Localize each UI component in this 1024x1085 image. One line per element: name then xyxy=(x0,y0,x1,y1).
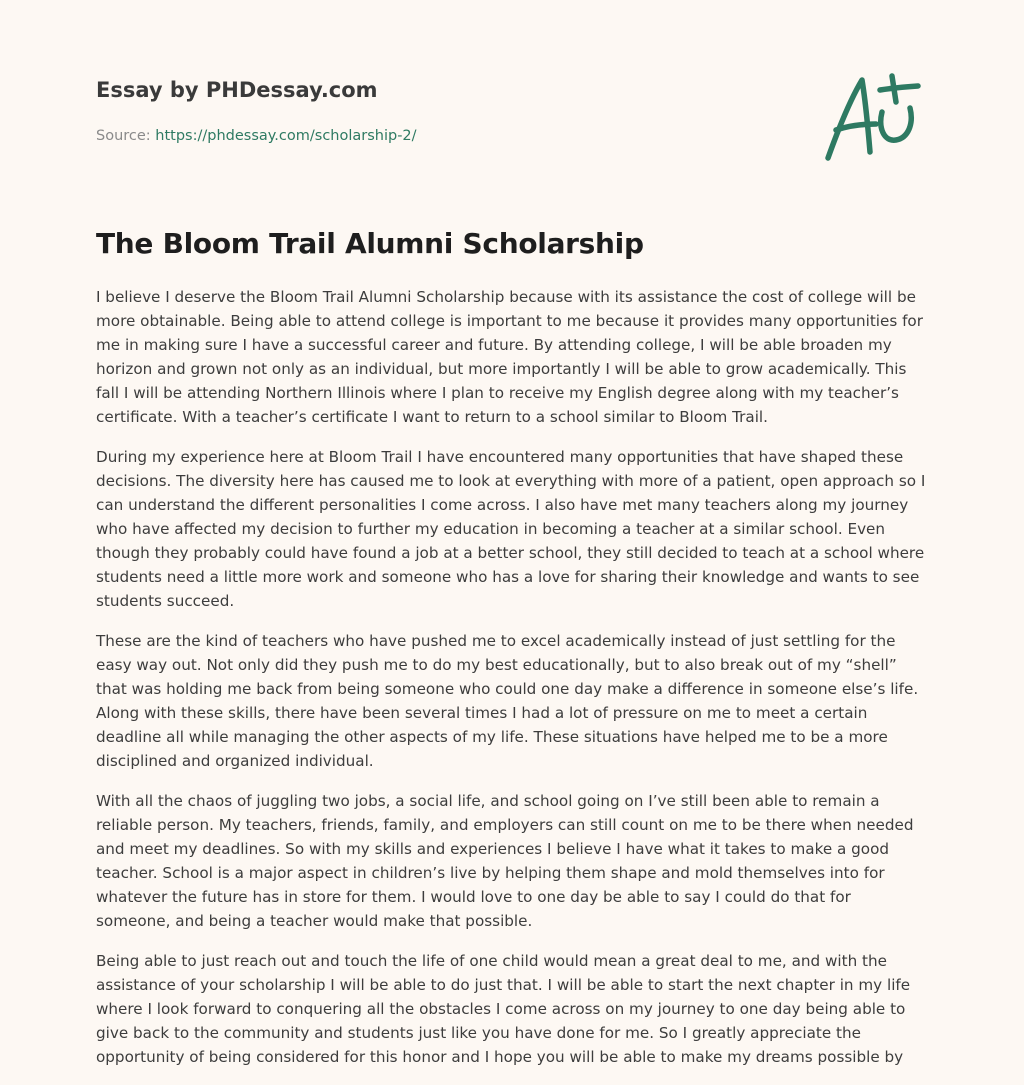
site-title: Essay by PHDessay.com xyxy=(96,78,378,102)
source-line xyxy=(96,126,696,146)
essay-header xyxy=(96,76,696,146)
essay-paragraph: I believe I deserve the Bloom Trail Alumni Scholarship because with its assistance the cost of college will be more obtainable. Being able to attend college is important to me because it provides many opportunities for me in making sure I have a successful career and future. By attending college, I will be able broaden my horizon and grown not only as an individual, but more importantly I will be able to grow academically. This fall I will be attending Northern Illinois where I plan to receive my English degree along with my teacher’s certificate. With a teacher’s certificate I want to return to a school similar to Bloom Trail. xyxy=(96,288,923,426)
essay-paragraph: With all the chaos of juggling two jobs, a social life, and school going on I’ve still been able to remain a reliable person. My teachers, friends, family, and employers can still count on me to be there when needed and meet my deadlines. So with my skills and experiences I believe I have what it takes to make a good teacher. School is a major aspect in children’s live by helping them shape and mold themselves into for whatever the future has in store for them. I would love to one day be able to say I could do that for someone, and being a teacher would make that possible. xyxy=(96,792,914,930)
source-link[interactable]: https://phdessay.com/scholarship-2/ xyxy=(155,128,417,144)
a-plus-logo-icon xyxy=(822,68,930,164)
essay-paragraph: Being able to just reach out and touch the life of one child would mean a great deal to me, and with the assistance of your scholarship I will be able to do just that. I will be able to start the next chapter in my life where I look forward to conquering all the obstacles I come across on my journey to one day being able to give back to the community and students just like you have done for me. So I greatly appreciate the opportunity of being considered for this honor and I hope you will be able to make my dreams possible by xyxy=(96,952,911,1066)
essay-paragraph: These are the kind of teachers who have pushed me to excel academically instead of just settling for the easy way out. Not only did they push me to do my best educationally, but to also break out of my “shell” that was holding me back from being someone who could one day make a difference in someone else’s life. Along with these skills, there have been several times I had a lot of pressure on me to meet a certain deadline all while managing the other aspects of my life. These situations have helped me to be a more disciplined and organized individual. xyxy=(96,632,919,770)
essay-title: The Bloom Trail Alumni Scholarship xyxy=(96,227,644,260)
essay-paragraph: During my experience here at Bloom Trail I have encountered many opportunities that have shaped these decisions. The diversity here has caused me to look at everything with more of a patient, open approach so I can understand the different personalities I come across. I also have met many teachers along my journey who have affected my decision to further my education in becoming a teacher at a similar school. Even though they probably could have found a job at a better school, they still decided to teach at a school where students need a little more work and someone who has a love for sharing their knowledge and wants to see students succeed. xyxy=(96,448,926,610)
essay-body xyxy=(96,285,930,1085)
source-label: Source: xyxy=(96,128,151,144)
